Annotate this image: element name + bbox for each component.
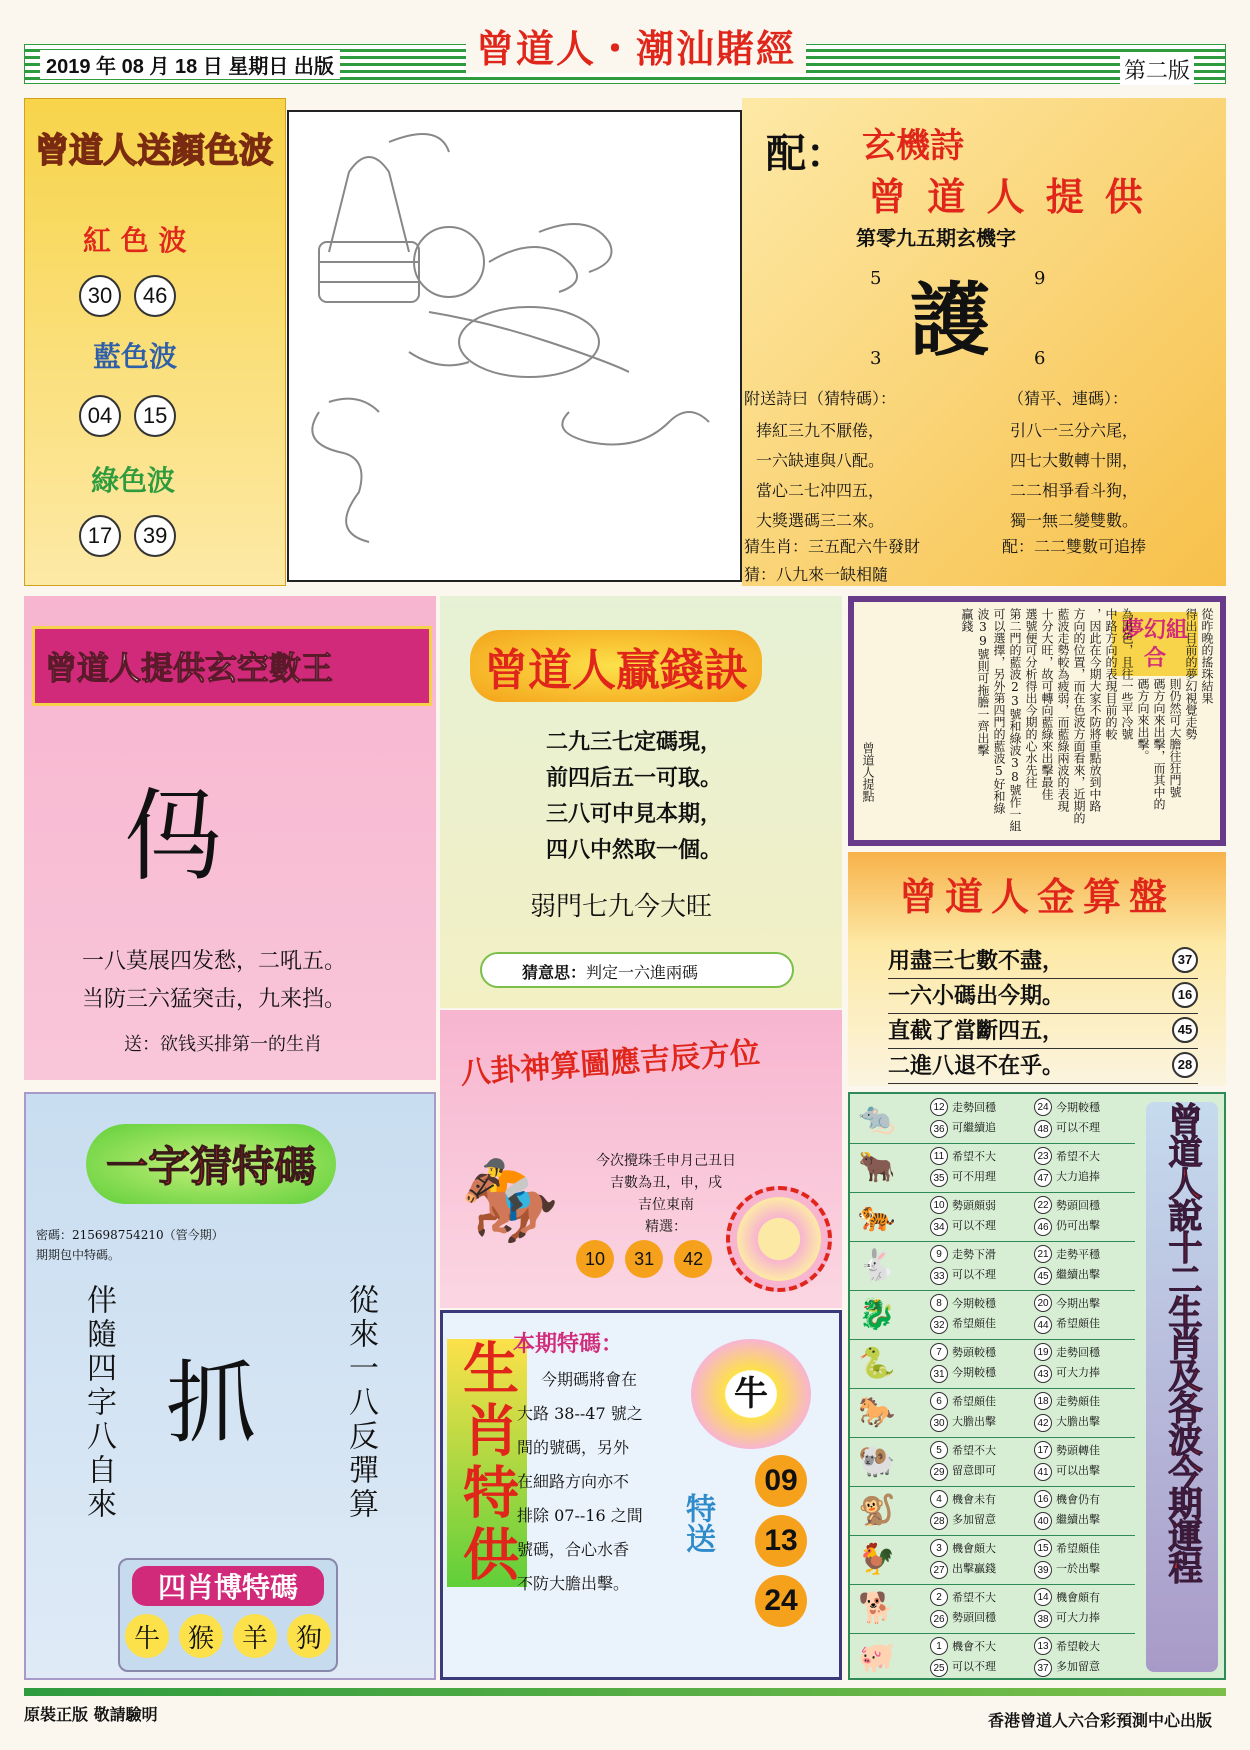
zodiac-row xyxy=(850,1388,1135,1438)
zodiac-animal-icon: 🐇 xyxy=(858,1248,896,1283)
zodiac-number: 20 xyxy=(1034,1294,1052,1312)
zodiac-number: 48 xyxy=(1034,1120,1052,1138)
xuankong-panel xyxy=(24,596,436,1080)
win-line: 二九三七定碼現， xyxy=(546,729,723,755)
special-numbers xyxy=(755,1455,807,1627)
color-wave-panel xyxy=(24,98,286,586)
zodiac-number: 4 xyxy=(930,1490,948,1508)
one-char-character: 抓 xyxy=(166,1351,256,1456)
zodiac-animal-icon: 🐀 xyxy=(858,1101,896,1136)
pei-label: 配： xyxy=(766,130,846,177)
abacus-line xyxy=(888,1014,1198,1049)
mystery-character: 護 xyxy=(910,273,990,367)
zodiac-number: 8 xyxy=(930,1294,948,1312)
zodiac-number: 29 xyxy=(930,1463,948,1481)
zodiac-animal-icon: 🐉 xyxy=(858,1297,896,1332)
zodiac-animal-icon: 🐓 xyxy=(858,1542,896,1577)
number-ball: 28 xyxy=(1172,1052,1198,1078)
zodiac-text: 留意即可 xyxy=(952,1464,996,1477)
abacus-lines xyxy=(888,944,1198,1084)
zodiac-text: 可以不理 xyxy=(952,1268,996,1281)
zodiac-text: 多加留意 xyxy=(1056,1660,1100,1673)
poem-line: 四七大數轉十開， xyxy=(1010,451,1139,470)
win-line: 三八可中見本期， xyxy=(546,801,723,827)
abacus-text: 直截了當斷四五， xyxy=(888,1018,1065,1044)
bagua-l2: 吉數為丑，申，戌 xyxy=(610,1175,722,1191)
zodiac-number: 9 xyxy=(930,1245,948,1263)
poem-label: 玄機詩 xyxy=(862,126,964,166)
zodiac-text: 走勢回穩 xyxy=(1056,1346,1100,1359)
zodiac-number: 33 xyxy=(930,1267,948,1285)
guess-line: 猜：八九來一缺相隨 xyxy=(744,565,889,584)
zodiac-number: 26 xyxy=(930,1610,948,1628)
zodiac-number: 34 xyxy=(930,1218,948,1236)
paper-title: 曾道人・潮汕賭經 xyxy=(466,18,806,73)
zodiac-text: 今期較穩 xyxy=(952,1297,996,1310)
zodiac-number: 38 xyxy=(1034,1610,1052,1628)
number-ball: 09 xyxy=(755,1455,807,1507)
win-panel xyxy=(440,596,842,1008)
zodiac-row xyxy=(850,1094,1135,1144)
number-ball: 42 xyxy=(674,1240,712,1278)
one-char-panel xyxy=(24,1092,436,1680)
poem-right-head: （猜平、連碼）： xyxy=(1008,389,1129,408)
dream-col: 藍波走勢較為疲弱，而藍綠兩波的表現 xyxy=(1056,608,1070,812)
zodiac-text: 可以不理 xyxy=(1056,1121,1100,1134)
zodiac-text: 出擊贏錢 xyxy=(952,1562,996,1575)
special-line: 不防大膽出擊。 xyxy=(517,1574,630,1593)
zodiac-text: 希望頗佳 xyxy=(952,1317,996,1330)
poem-line: 引八一三分六尾， xyxy=(1010,421,1139,440)
footer-right: 香港曾道人六合彩預測中心出版 xyxy=(988,1711,1213,1730)
special-panel xyxy=(440,1310,842,1680)
win-extra: 弱門七九今大旺 xyxy=(530,892,713,922)
zodiac-number: 46 xyxy=(1034,1218,1052,1236)
dream-col: 得出目前的夢幻視覺走勢 xyxy=(1184,608,1198,740)
zodiac-text: 多加留意 xyxy=(952,1513,996,1526)
zodiac-animal-icon: 🐒 xyxy=(858,1493,896,1528)
win-guess-box xyxy=(480,952,794,988)
issue-date: 2019 年 08 月 18 日 星期日 出版 xyxy=(40,50,340,79)
one-char-left: 伴隨四字八自來 xyxy=(81,1284,116,1522)
red-wave-balls xyxy=(79,275,176,317)
zodiac-ball: 羊 xyxy=(233,1614,277,1658)
dream-col: 碼方向來出擊，而其中的 xyxy=(1152,678,1166,810)
number-ball: 16 xyxy=(1172,982,1198,1008)
win-title: 曾道人贏錢訣 xyxy=(470,630,762,702)
zodiac-number: 45 xyxy=(1034,1267,1052,1285)
zodiac-text: 希望頗佳 xyxy=(1056,1542,1100,1555)
zodiac-number: 44 xyxy=(1034,1316,1052,1334)
zodiac-number: 1 xyxy=(930,1637,948,1655)
zodiac-number: 19 xyxy=(1034,1343,1052,1361)
number-ball: 31 xyxy=(625,1240,663,1278)
zodiac-number: 18 xyxy=(1034,1392,1052,1410)
win-lines xyxy=(546,724,722,868)
zodiac-text: 仍可出擊 xyxy=(1056,1219,1100,1232)
zodiac-text: 勢頭回穩 xyxy=(1056,1199,1100,1212)
zodiac-number: 2 xyxy=(930,1588,948,1606)
zodiac-number: 25 xyxy=(930,1659,948,1677)
zodiac-text: 機會頗有 xyxy=(1056,1591,1100,1604)
special-line: 大路 38--47 號之 xyxy=(517,1404,643,1423)
zodiac-text: 勢頭較穩 xyxy=(952,1346,996,1359)
zodiac-row xyxy=(850,1192,1135,1242)
zodiac-text: 希望頗佳 xyxy=(1056,1317,1100,1330)
blue-wave-label: 藍色波 xyxy=(93,340,178,373)
zodiac-text: 一於出擊 xyxy=(1056,1562,1100,1575)
zodiac-animal-icon: 🐖 xyxy=(858,1640,896,1675)
zodiac-number: 28 xyxy=(930,1512,948,1530)
zodiac-ball: 狗 xyxy=(287,1614,331,1658)
zodiac-text: 勢頭轉佳 xyxy=(1056,1444,1100,1457)
zodiac-text: 今期較穩 xyxy=(952,1366,996,1379)
footer-bar xyxy=(24,1688,1226,1696)
xuankong-character: 㐷 xyxy=(124,778,224,895)
zodiac-text: 希望不大 xyxy=(1056,1150,1100,1163)
zodiac-number: 3 xyxy=(930,1539,948,1557)
zodiac-text: 勢頭頗弱 xyxy=(952,1199,996,1212)
zodiac-text: 走勢平穩 xyxy=(1056,1248,1100,1261)
zodiac-number: 42 xyxy=(1034,1414,1052,1432)
special-flower: 牛 xyxy=(691,1339,811,1449)
special-side-title: 生肖特供 xyxy=(447,1339,527,1587)
corner-number: 5 xyxy=(870,268,882,289)
zodiac-text: 今期出擊 xyxy=(1056,1297,1100,1310)
abacus-text: 一六小碼出今期。 xyxy=(888,983,1065,1009)
dream-text xyxy=(960,608,1214,836)
zodiac-animal-icon: 🐎 xyxy=(858,1395,896,1430)
zodiac-number: 47 xyxy=(1034,1169,1052,1187)
abacus-text: 二進八退不在乎。 xyxy=(888,1053,1065,1079)
zodiac-row xyxy=(850,1633,1135,1680)
poem-right-lines xyxy=(1010,416,1138,536)
abacus-line xyxy=(888,944,1198,979)
zodiac-text: 可以出擊 xyxy=(1056,1464,1100,1477)
one-char-code: 密碼：215698754210（管今期） xyxy=(36,1228,224,1242)
poem-line: 大獎選碼三二來。 xyxy=(756,511,885,530)
zodiac-number: 24 xyxy=(1034,1098,1052,1116)
zodiac-number: 36 xyxy=(930,1120,948,1138)
poem-left-lines xyxy=(756,416,884,536)
zodiac-text: 希望不大 xyxy=(952,1444,996,1457)
four-zodiac-list xyxy=(120,1614,336,1658)
special-line: 排除 07--16 之間 xyxy=(517,1506,643,1525)
zodiac-number: 37 xyxy=(1034,1659,1052,1677)
zodiac-text: 機會不大 xyxy=(952,1640,996,1653)
zodiac-text: 機會仍有 xyxy=(1056,1493,1100,1506)
dream-col: ，因此在今期大家不防將重點放到中路 xyxy=(1088,608,1102,812)
zodiac-animal-icon: 🐍 xyxy=(858,1346,896,1381)
poem-line: 捧紅三九不厭倦， xyxy=(756,421,885,440)
zodiac-number: 15 xyxy=(1034,1539,1052,1557)
abacus-line xyxy=(888,1049,1198,1084)
dream-col: 則仍然可大膽往狂門號 xyxy=(1168,678,1182,798)
poem-line: 一六缺連與八配。 xyxy=(756,451,885,470)
bagua-l1: 今次攪珠壬申月己丑日 xyxy=(596,1153,736,1169)
zodiac-row xyxy=(850,1241,1135,1291)
zodiac-row xyxy=(850,1486,1135,1536)
bagua-numbers xyxy=(576,1240,712,1278)
number-ball: 17 xyxy=(79,515,121,557)
number-ball: 45 xyxy=(1172,1017,1198,1043)
zodiac-text: 勢頭回穩 xyxy=(952,1611,996,1624)
one-char-right: 從來一八反彈算 xyxy=(343,1284,378,1522)
number-ball: 10 xyxy=(576,1240,614,1278)
zodiac-number: 22 xyxy=(1034,1196,1052,1214)
zodiac-number: 12 xyxy=(930,1098,948,1116)
zodiac-table xyxy=(850,1094,1135,1680)
zodiac-text: 繼續出擊 xyxy=(1056,1513,1100,1526)
zodiac-number: 27 xyxy=(930,1561,948,1579)
zodiac-text: 機會未有 xyxy=(952,1493,996,1506)
special-lines xyxy=(517,1363,643,1601)
zodiac-text: 大膽出擊 xyxy=(952,1415,996,1428)
zodiac-ball: 牛 xyxy=(125,1614,169,1658)
special-line: 今期碼將會在 xyxy=(541,1370,638,1389)
zodiac-number: 32 xyxy=(930,1316,948,1334)
dream-col: 為出色，且往一些平冷號 xyxy=(1120,608,1134,740)
xuankong-title: 曾道人提供玄空數王 xyxy=(32,626,432,706)
win-guess-text: 判定一六進兩碼 xyxy=(586,963,699,982)
zodiac-text: 可不用理 xyxy=(952,1170,996,1183)
dream-col: 中路方向的表現目前的較 xyxy=(1104,608,1118,740)
zodiac-number: 43 xyxy=(1034,1365,1052,1383)
corner-number: 3 xyxy=(870,348,882,369)
number-ball: 30 xyxy=(79,275,121,317)
zodiac-number: 11 xyxy=(930,1147,948,1165)
green-wave-balls xyxy=(79,515,176,557)
child-illustration xyxy=(287,110,742,582)
corner-number: 6 xyxy=(1034,348,1046,369)
zodiac-number: 31 xyxy=(930,1365,948,1383)
zodiac-number: 5 xyxy=(930,1441,948,1459)
zodiac-text: 大膽出擊 xyxy=(1056,1415,1100,1428)
zodiac-animal-icon: 🐅 xyxy=(858,1199,896,1234)
special-line: 在細路方向亦不 xyxy=(517,1472,630,1491)
zodiac-number: 17 xyxy=(1034,1441,1052,1459)
zodiac-animal-icon: 🐕 xyxy=(858,1591,896,1626)
special-line: 號碼，合心水香 xyxy=(517,1540,630,1559)
footer-left: 原裝正版 敬請驗明 xyxy=(24,1705,158,1724)
zodiac-text: 希望頗佳 xyxy=(952,1395,996,1408)
zodiac-number: 10 xyxy=(930,1196,948,1214)
number-ball: 04 xyxy=(79,395,121,437)
zodiac-text: 繼續出擊 xyxy=(1056,1268,1100,1281)
zodiac-number: 7 xyxy=(930,1343,948,1361)
dream-title: 夢幻組合 xyxy=(1112,612,1198,676)
number-ball: 15 xyxy=(134,395,176,437)
zodiac-panel xyxy=(848,1092,1226,1680)
zodiac-number: 23 xyxy=(1034,1147,1052,1165)
zodiac-text: 希望不大 xyxy=(952,1150,996,1163)
zodiac-text: 可大力捧 xyxy=(1056,1366,1100,1379)
number-ball: 13 xyxy=(755,1515,807,1567)
zodiac-number: 16 xyxy=(1034,1490,1052,1508)
zodiac-text: 大力追捧 xyxy=(1056,1170,1100,1183)
zodiac-ball: 猴 xyxy=(179,1614,223,1658)
abacus-panel xyxy=(848,852,1226,1086)
zodiac-text: 走勢下滑 xyxy=(952,1248,996,1261)
zodiac-text: 希望較大 xyxy=(1056,1640,1100,1653)
zodiac-animal-icon: 🐂 xyxy=(858,1150,896,1185)
color-wave-title: 曾道人送顏色波 xyxy=(35,131,273,171)
special-title: 本期特碼： xyxy=(513,1331,624,1357)
bagua-wheel-icon xyxy=(726,1186,832,1292)
dream-col: 方向的位置，而在色波方面看來，近期的 xyxy=(1072,608,1086,824)
zodiac-row xyxy=(850,1535,1135,1585)
guess-zodiac: 猜生肖：三五配六牛發財 xyxy=(744,537,921,556)
xuankong-send: 送：欲钱买排第一的生肖 xyxy=(124,1034,322,1055)
poem-line: 當心二七冲四五， xyxy=(756,481,885,500)
zodiac-text: 可以不理 xyxy=(952,1660,996,1673)
zodiac-text: 可以不理 xyxy=(952,1219,996,1232)
special-send: 特送 xyxy=(680,1493,715,1553)
win-guess-label: 猜意思： xyxy=(522,963,587,982)
abacus-line xyxy=(888,979,1198,1014)
zodiac-number: 35 xyxy=(930,1169,948,1187)
zodiac-row xyxy=(850,1339,1135,1389)
number-ball: 39 xyxy=(134,515,176,557)
dream-col: 選號便可分析得出今期的心水先往 xyxy=(1024,608,1038,788)
bagua-l4: 精選： xyxy=(645,1219,687,1235)
flying-child-drawing xyxy=(289,112,740,580)
number-ball: 24 xyxy=(755,1575,807,1627)
zodiac-number: 40 xyxy=(1034,1512,1052,1530)
number-ball: 37 xyxy=(1172,947,1198,973)
win-line: 四八中然取一個。 xyxy=(546,837,723,863)
zodiac-number: 14 xyxy=(1034,1588,1052,1606)
zodiac-text: 機會頗大 xyxy=(952,1542,996,1555)
poem-period: 第零九五期玄機字 xyxy=(856,226,1016,250)
bagua-panel xyxy=(440,1010,842,1308)
zodiac-row xyxy=(850,1584,1135,1634)
poem-panel xyxy=(742,98,1226,586)
dream-col: 第二門的藍波23號和綠波38號作一組 xyxy=(1008,608,1022,832)
zodiac-text: 可大力捧 xyxy=(1056,1611,1100,1624)
four-zodiac-box xyxy=(118,1558,338,1672)
blue-wave-balls xyxy=(79,395,176,437)
one-char-title: 一字猜特碼 xyxy=(86,1124,336,1204)
abacus-text: 用盡三七數不盡， xyxy=(888,948,1065,974)
red-wave-label: 紅 色 波 xyxy=(83,224,187,257)
poem-provider: 曾 道 人 提 供 xyxy=(868,174,1147,219)
zodiac-number: 6 xyxy=(930,1392,948,1410)
zodiac-number: 39 xyxy=(1034,1561,1052,1579)
zodiac-text: 今期較穩 xyxy=(1056,1101,1100,1114)
win-line: 前四后五一可取。 xyxy=(546,765,723,791)
zodiac-text: 希望不大 xyxy=(952,1591,996,1604)
dream-col: 從昨晚的搖珠結果 xyxy=(1200,608,1214,704)
poem-line: 獨一無二變雙數。 xyxy=(1010,511,1139,530)
pei-line: 配：二二雙數可追捧 xyxy=(1002,537,1147,556)
xuankong-line: 一八莫展四发愁，二吼五。 xyxy=(82,949,347,974)
corner-number: 9 xyxy=(1034,268,1046,289)
zodiac-row xyxy=(850,1437,1135,1487)
zodiac-row xyxy=(850,1290,1135,1340)
zodiac-number: 21 xyxy=(1034,1245,1052,1263)
dream-col: 贏錢 xyxy=(960,608,974,632)
zodiac-text: 走勢回穩 xyxy=(952,1101,996,1114)
dream-col: 波39號則可拖膽一齊出擊 xyxy=(976,608,990,756)
special-line: 間的號碼，另外 xyxy=(517,1438,630,1457)
zodiac-number: 13 xyxy=(1034,1637,1052,1655)
edition-label: 第二版 xyxy=(1120,54,1194,85)
dream-sign: 曾道人提點 xyxy=(861,742,875,802)
green-wave-label: 綠色波 xyxy=(91,464,176,497)
zodiac-number: 41 xyxy=(1034,1463,1052,1481)
poem-line: 二二相爭看斗狗， xyxy=(1010,481,1139,500)
number-ball: 46 xyxy=(134,275,176,317)
warrior-icon: 🏇 xyxy=(460,1154,560,1247)
dream-col: 碼方向來出擊。 xyxy=(1136,678,1150,762)
zodiac-number: 30 xyxy=(930,1414,948,1432)
xuankong-line: 当防三六猛突击，九来挡。 xyxy=(82,987,347,1012)
bagua-title: 八卦神算圖應吉辰方位 xyxy=(459,1035,762,1092)
poem-left-head: 附送詩曰（猜特碼）： xyxy=(744,389,897,408)
zodiac-side-title: 曾道人說十二生肖及各波今期運程 xyxy=(1146,1102,1218,1672)
dream-col: 可以選擇，另外第四門的藍波5好和綠 xyxy=(992,608,1006,814)
zodiac-animal-icon: 🐏 xyxy=(858,1444,896,1479)
one-char-code2: 期期包中特碼。 xyxy=(36,1248,121,1262)
bagua-l3: 吉位東南 xyxy=(638,1197,694,1213)
dream-col: 十分大旺，故可轉向藍綠來出擊最佳 xyxy=(1040,608,1054,800)
zodiac-text: 走勢頗佳 xyxy=(1056,1395,1100,1408)
dream-panel xyxy=(848,596,1226,846)
abacus-title: 曾道人金算盤 xyxy=(898,874,1175,919)
zodiac-text: 可繼續追 xyxy=(952,1121,996,1134)
four-zodiac-title: 四肖博特碼 xyxy=(132,1566,324,1606)
zodiac-row xyxy=(850,1143,1135,1193)
